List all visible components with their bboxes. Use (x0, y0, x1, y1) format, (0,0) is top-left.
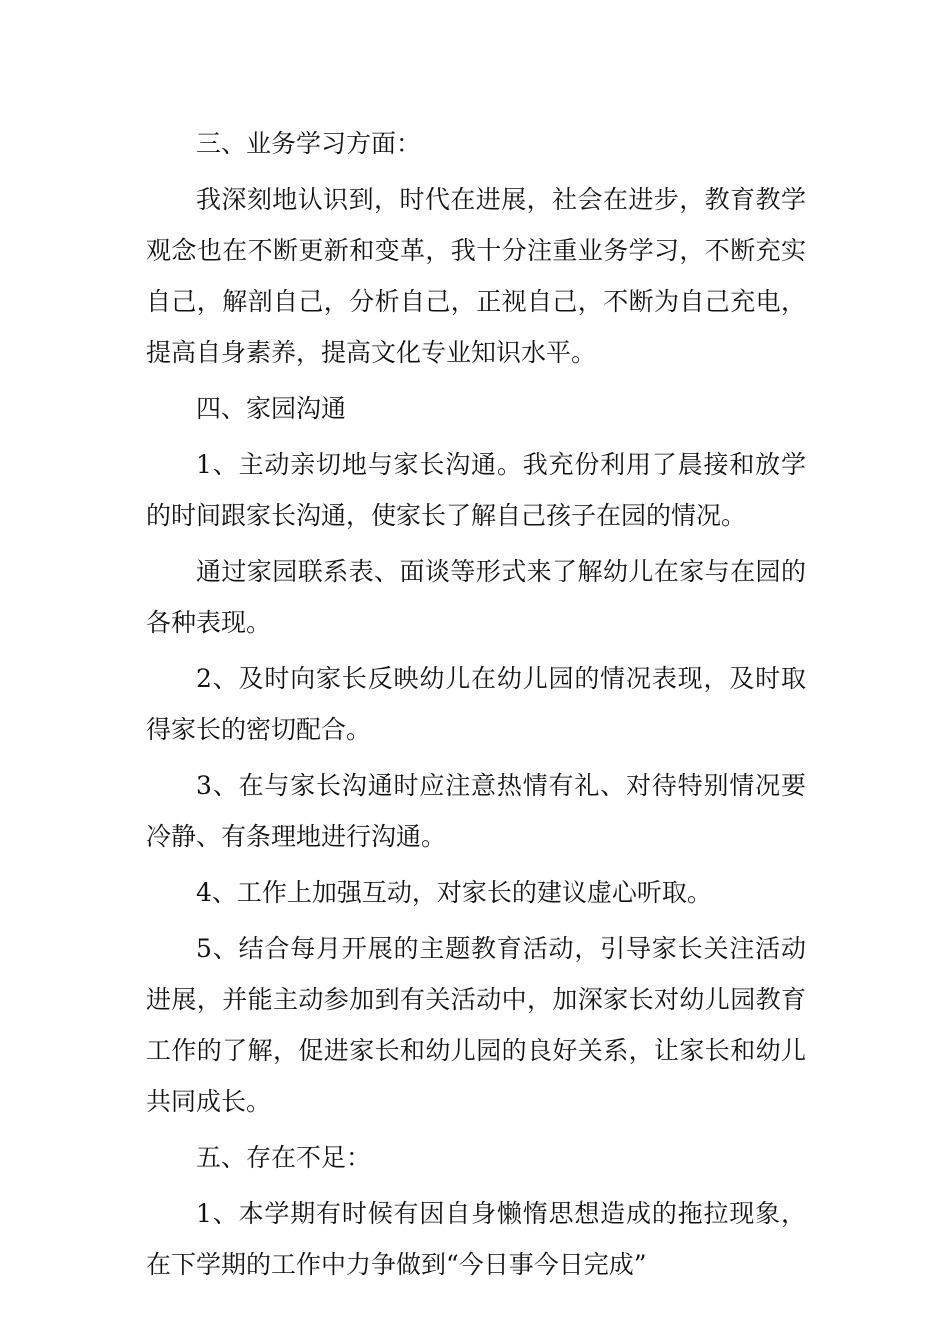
paragraph-business-study: 我深刻地认识到，时代在进展，社会在进步，教育教学观念也在不断更新和变革，我十分注重业务学习，不断充实自己，解剖自己，分析自己，正视自己，不断为自己充电，提高自身素养，提高文化专业知识水平。 (146, 185, 806, 367)
section-heading-business-study: 三、业务学习方面： (196, 129, 422, 158)
paragraph-communication-item-2: 2、及时向家长反映幼儿在幼儿园的情况表现，及时取得家长的密切配合。 (146, 664, 806, 744)
paragraph-communication-methods: 通过家园联系表、面谈等形式来了解幼儿在家与在园的各种表现。 (146, 557, 806, 637)
document-body (146, 118, 806, 1295)
section-heading-shortcomings: 五、存在不足： (196, 1143, 372, 1172)
section-heading-home-school-communication: 四、家园沟通 (196, 394, 347, 423)
paragraph-communication-item-1: 1、主动亲切地与家长沟通。我充份利用了晨接和放学的时间跟家长沟通，使家长了解自己孩子在园的情况。 (146, 450, 806, 530)
paragraph-communication-item-4: 4、工作上加强互动，对家长的建议虚心听取。 (196, 878, 712, 907)
paragraph-shortcomings-item-1: 1、本学期有时候有因自身懒惰思想造成的拖拉现象，在下学期的工作中力争做到“今日事今日完成” (146, 1199, 806, 1279)
paragraph-communication-item-5: 5、结合每月开展的主题教育活动，引导家长关注活动进展，并能主动参加到有关活动中，加深家长对幼儿园教育工作的了解，促进家长和幼儿园的良好关系，让家长和幼儿共同成长。 (146, 934, 806, 1116)
paragraph-communication-item-3: 3、在与家长沟通时应注意热情有礼、对待特别情况要冷静、有条理地进行沟通。 (146, 771, 806, 851)
